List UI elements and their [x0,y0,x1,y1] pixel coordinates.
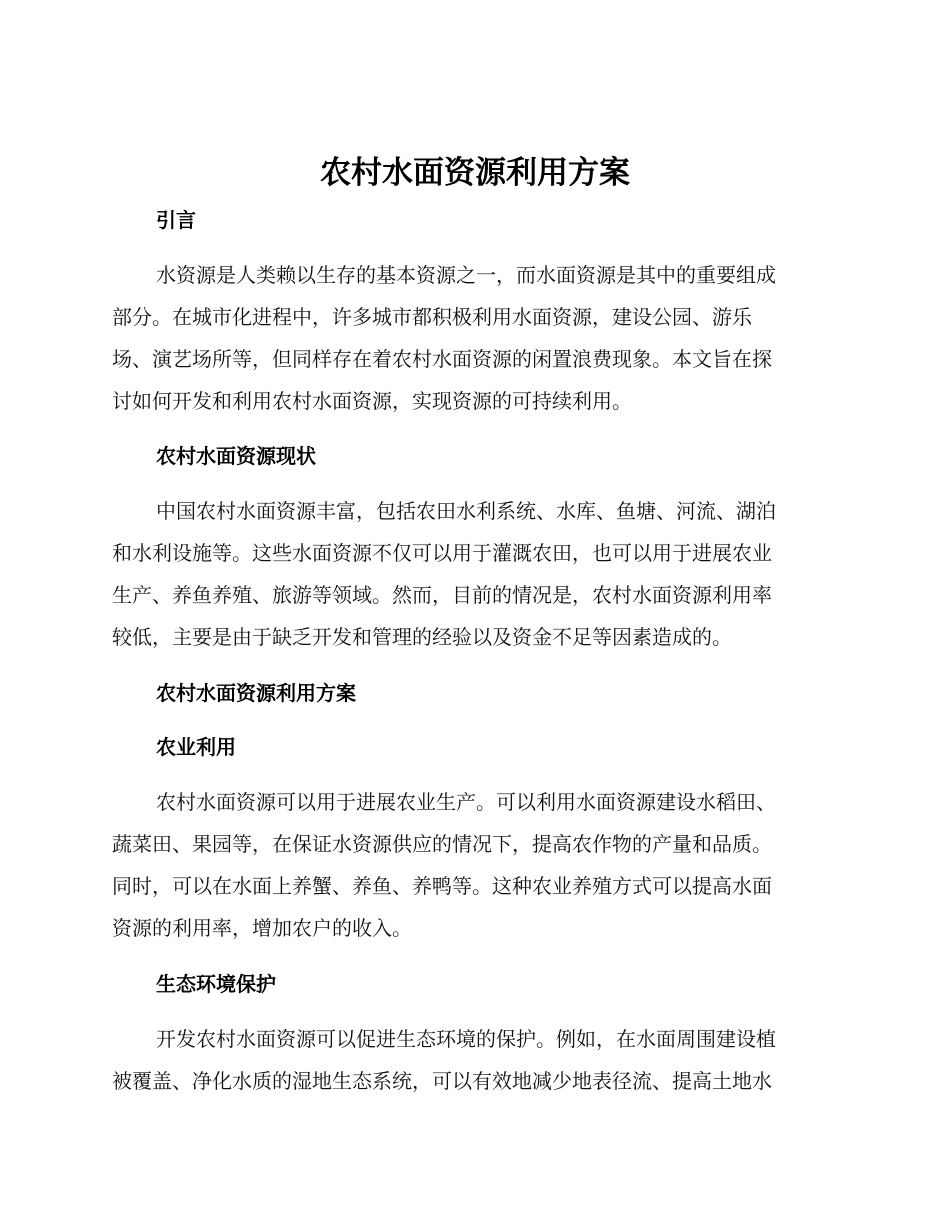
paragraph-line: 农村水面资源可以用于进展农业生产。可以利用水面资源建设水稻田、 [156,790,776,814]
paragraph-line: 同时，可以在水面上养蟹、养鱼、养鸭等。这种农业养殖方式可以提高水面 [112,874,772,898]
paragraph-line: 水资源是人类赖以生存的基本资源之一，而水面资源是其中的重要组成 [156,263,776,287]
paragraph-line: 资源的利用率，增加农户的收入。 [112,916,412,940]
paragraph-introduction [112,254,832,422]
paragraph-line: 被覆盖、净化水质的湿地生态系统，可以有效地减少地表径流、提高土地水 [112,1069,772,1093]
paragraph-line: 生产、养鱼养殖、旅游等领域。然而，目前的情况是，农村水面资源利用率 [112,583,772,607]
paragraph-current-status [112,490,832,658]
paragraph-agricultural-use [112,781,832,949]
paragraph-line: 部分。在城市化进程中，许多城市都积极利用水面资源，建设公园、游乐 [112,305,752,329]
paragraph-line: 和水利设施等。这些水面资源不仅可以用于灌溉农田，也可以用于进展农业 [112,541,772,565]
paragraph-line: 蔬菜田、果园等，在保证水资源供应的情况下，提高农作物的产量和品质。 [112,832,772,856]
paragraph-line: 较低，主要是由于缺乏开发和管理的经验以及资金不足等因素造成的。 [112,625,732,649]
section-heading-current-status: 农村水面资源现状 [156,444,316,468]
document-title: 农村水面资源利用方案 [320,155,630,191]
paragraph-line: 场、演艺场所等，但同样存在着农村水面资源的闲置浪费现象。本文旨在探 [112,347,772,371]
paragraph-line: 讨如何开发和利用农村水面资源，实现资源的可持续利用。 [112,389,632,413]
section-heading-agricultural-use: 农业利用 [156,735,236,759]
section-heading-introduction: 引言 [156,208,196,232]
paragraph-line: 开发农村水面资源可以促进生态环境的保护。例如，在水面周围建设植 [156,1027,776,1051]
section-heading-ecological-protection: 生态环境保护 [156,972,276,996]
paragraph-ecological-protection [112,1018,832,1102]
paragraph-line: 中国农村水面资源丰富，包括农田水利系统、水库、鱼塘、河流、湖泊 [156,499,776,523]
section-heading-utilization-plan: 农村水面资源利用方案 [156,681,356,705]
